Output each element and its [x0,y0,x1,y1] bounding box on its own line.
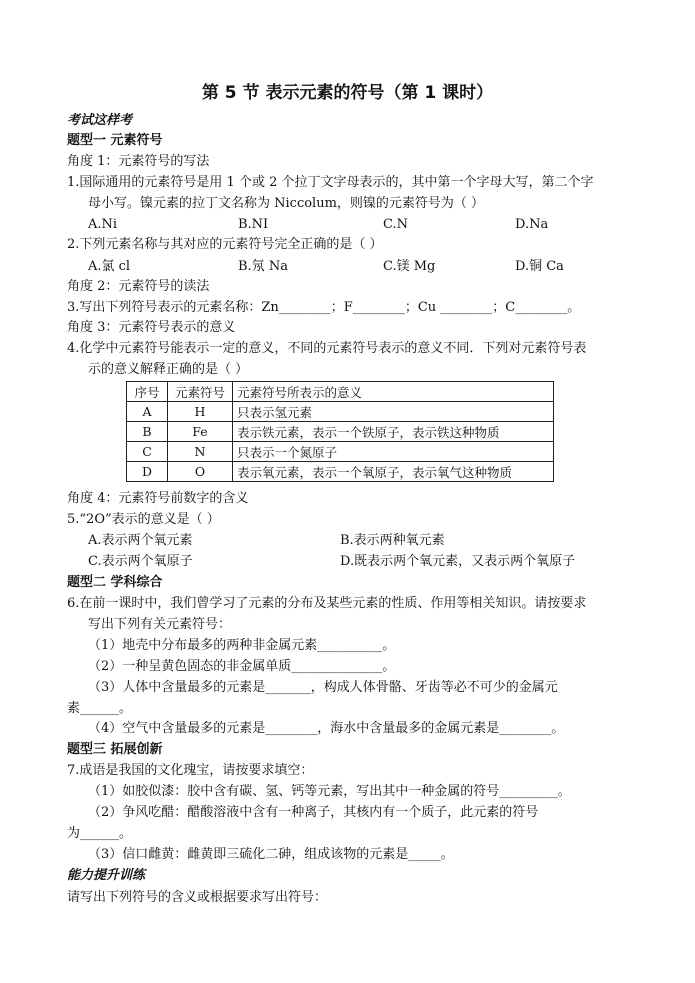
table-cell: H [168,402,233,422]
q7-sub2-line2: 为______。 [67,826,133,841]
angle2-label: 角度 2：元素符号的读法 [67,279,210,294]
q7-sub3: （3）信口雌黄：雌黄即三硫化二砷，组成该物的元素是_____。 [88,847,454,862]
table-header-row [127,382,554,402]
ability-instruction: 请写出下列符号的含义或根据要求写出符号： [67,890,328,905]
table-header-cell: 序号 [127,382,168,402]
q5-option-a: A.表示两个氧元素 [88,533,193,548]
symbol-meaning-table [126,381,554,482]
q1-option-a: A.Ni [88,217,118,232]
q2-option-b: B.氖 Na [238,259,288,274]
table-cell: 只表示氢元素 [233,402,554,422]
q4-line1: 4.化学中元素符号能表示一定的意义，不同的元素符号表示的意义不同．下列对元素符号表 [67,341,587,356]
q4-line2: 示的意义解释正确的是（ ） [88,362,249,377]
q6-sub2: （2）一种呈黄色固态的非金属单质______________。 [88,659,396,674]
table-row [127,462,554,482]
q1-line1: 1.国际通用的元素符号是用 1 个或 2 个拉丁文字母表示的，其中第一个字母大写，第二个字 [67,175,594,190]
q2-option-c: C.镁 Mg [383,259,436,274]
table-row [127,442,554,462]
table-cell: N [168,442,233,462]
table-cell: A [127,402,168,422]
type3-heading: 题型三 拓展创新 [67,742,163,757]
q1-option-d: D.Na [515,217,549,232]
q1-option-c: C.N [383,217,408,232]
table-cell: 表示氧元素，表示一个氧原子，表示氧气这种物质 [233,462,554,482]
table-cell: D [127,462,168,482]
table-header-cell: 元素符号 [168,382,233,402]
q6-sub1: （1）地壳中分布最多的两种非金属元素__________。 [88,638,396,653]
table-row [127,402,554,422]
q5-option-b: B.表示两种氧元素 [340,533,445,548]
q6-sub3-line2: 素______。 [67,701,133,716]
q2-line: 2.下列元素名称与其对应的元素符号完全正确的是（ ） [67,237,383,252]
q6-line1: 6.在前一课时中，我们曾学习了元素的分布及某些元素的性质、作用等相关知识。请按要求 [67,596,587,611]
table-cell: Fe [168,422,233,442]
q1-line2: 母小写。镍元素的拉丁文名称为 Niccolum，则镍的元素符号为（ ） [88,196,485,211]
section-ability-heading: 能力提升训练 [67,868,146,883]
q5-option-c: C.表示两个氧原子 [88,554,193,569]
angle4-label: 角度 4：元素符号前数字的含义 [67,491,249,506]
table-cell: 只表示一个氮原子 [233,442,554,462]
q6-sub3-line1: （3）人体中含量最多的元素是_______，构成人体骨骼、牙齿等必不可少的金属元 [88,680,558,695]
q7-sub2-line1: （2）争风吃醋：醋酸溶液中含有一种离子，其核内有一个质子，此元素的符号 [88,805,539,820]
q2-option-d: D.铜 Ca [515,259,564,274]
q6-line2: 写出下列有关元素符号： [88,617,232,632]
table-row [127,422,554,442]
type1-heading: 题型一 元素符号 [67,133,163,148]
q2-option-a: A.氯 cl [88,259,131,274]
table-cell: O [168,462,233,482]
q5-line: 5.“2O”表示的意义是（ ） [67,512,220,527]
q1-option-b: B.NI [238,217,269,232]
q6-sub4: （4）空气中含量最多的元素是________，海水中含量最多的金属元素是________。 [88,721,565,736]
table-cell: B [127,422,168,442]
q7-sub1: （1）如胶似漆：胶中含有碳、氢、钙等元素，写出其中一种金属的符号_________。 [88,784,571,799]
section-exam-heading: 考试这样考 [67,113,133,128]
table-cell: C [127,442,168,462]
q5-option-d: D.既表示两个氧元素，又表示两个氧原子 [340,554,576,569]
type2-heading: 题型二 学科综合 [67,575,163,590]
table-cell: 表示铁元素，表示一个铁原子，表示铁这种物质 [233,422,554,442]
q7-line: 7.成语是我国的文化瑰宝，请按要求填空： [67,763,314,778]
angle1-label: 角度 1：元素符号的写法 [67,154,210,169]
q3-line: 3.写出下列符号表示的元素名称：Zn________；F________；Cu ________；C________。 [67,300,581,315]
angle3-label: 角度 3：元素符号表示的意义 [67,320,236,335]
page-title: 第 5 节 表示元素的符号（第 1 课时） [201,83,494,103]
table-header-cell: 元素符号所表示的意义 [233,382,554,402]
